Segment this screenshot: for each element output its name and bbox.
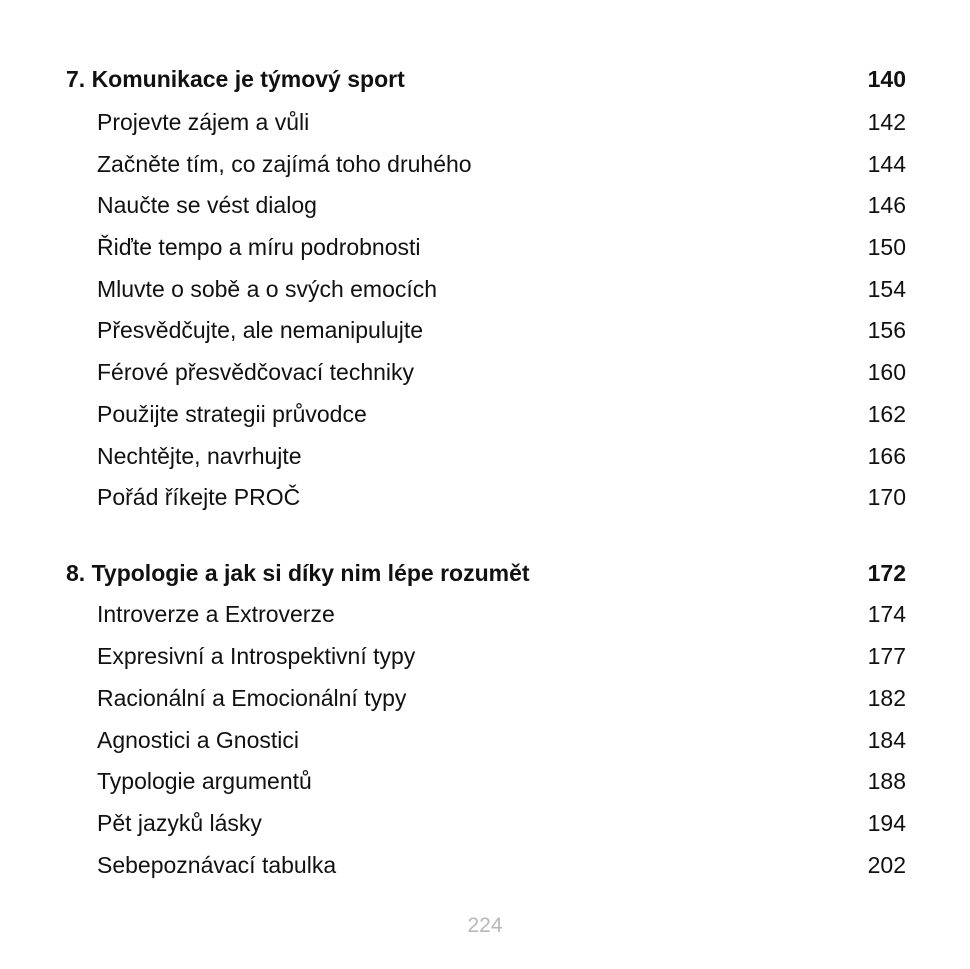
- entry-title: Řiďte tempo a míru podrobnosti: [97, 234, 421, 260]
- toc-entry: [97, 725, 906, 755]
- chapter-heading: [66, 64, 906, 94]
- toc-entry: [97, 274, 906, 304]
- toc-entry: [97, 441, 906, 471]
- entry-page-number: 162: [867, 401, 906, 427]
- toc-entry: [97, 107, 906, 137]
- toc-entry: [97, 399, 906, 429]
- entry-page-number: 154: [867, 276, 906, 302]
- toc-entry: [97, 315, 906, 345]
- toc-entry: [97, 850, 906, 880]
- entry-page-number: 170: [867, 484, 906, 510]
- entry-page-number: 202: [867, 852, 906, 878]
- entry-title: Použijte strategii průvodce: [97, 401, 367, 427]
- toc-entry: [97, 190, 906, 220]
- entry-title: Sebepoznávací tabulka: [97, 852, 337, 878]
- entry-page-number: 188: [867, 768, 906, 794]
- entry-title: Introverze a Extroverze: [97, 601, 335, 627]
- entry-title: Férové přesvědčovací techniky: [97, 359, 415, 385]
- entry-page-number: 156: [867, 317, 906, 343]
- toc-entry: [97, 808, 906, 838]
- entry-page-number: 177: [867, 643, 906, 669]
- entry-page-number: 144: [867, 151, 906, 177]
- entry-page-number: 194: [867, 810, 906, 836]
- toc-entry: [97, 357, 906, 387]
- chapter-page-number: 140: [867, 66, 906, 92]
- toc-entry: [97, 232, 906, 262]
- entry-title: Pořád říkejte PROČ: [97, 484, 301, 510]
- chapter-title: 7. Komunikace je týmový sport: [66, 66, 405, 92]
- toc-entry: [97, 599, 906, 629]
- chapter-title: 8. Typologie a jak si díky nim lépe rozumět: [66, 560, 530, 586]
- entry-page-number: 160: [867, 359, 906, 385]
- entry-title: Racionální a Emocionální typy: [97, 685, 407, 711]
- entry-title: Expresivní a Introspektivní typy: [97, 643, 416, 669]
- entry-title: Naučte se vést dialog: [97, 192, 317, 218]
- toc-entry: [97, 482, 906, 512]
- entry-title: Typologie argumentů: [97, 768, 312, 794]
- entry-title: Nechtějte, navrhujte: [97, 443, 302, 469]
- entry-title: Projevte zájem a vůli: [97, 109, 310, 135]
- toc-entry: [97, 641, 906, 671]
- chapter-page-number: 172: [867, 560, 906, 586]
- toc-entry: [97, 683, 906, 713]
- entry-title: Pět jazyků lásky: [97, 810, 262, 836]
- entry-page-number: 174: [867, 601, 906, 627]
- entry-page-number: 146: [867, 192, 906, 218]
- entry-title: Agnostici a Gnostici: [97, 727, 299, 753]
- entry-title: Přesvědčujte, ale nemanipulujte: [97, 317, 424, 343]
- toc-entry: [97, 149, 906, 179]
- entry-title: Mluvte o sobě a o svých emocích: [97, 276, 438, 302]
- entry-page-number: 182: [867, 685, 906, 711]
- toc-entry: [97, 766, 906, 796]
- entry-page-number: 150: [867, 234, 906, 260]
- entry-page-number: 184: [867, 727, 906, 753]
- entry-title: Začněte tím, co zajímá toho druhého: [97, 151, 472, 177]
- entry-page-number: 142: [867, 109, 906, 135]
- chapter-heading: [66, 558, 906, 588]
- entry-page-number: 166: [867, 443, 906, 469]
- footer-page-number: 224: [467, 914, 503, 937]
